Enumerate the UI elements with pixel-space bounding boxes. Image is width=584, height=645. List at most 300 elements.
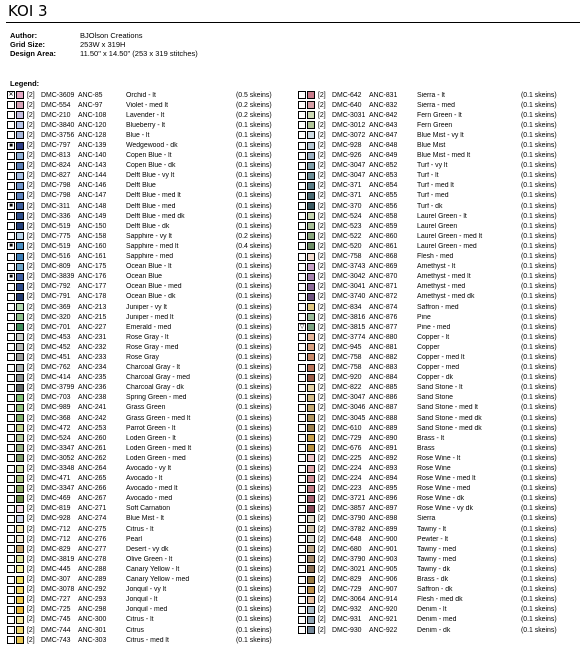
legend-row: [7, 292, 293, 302]
legend-row: [298, 474, 580, 484]
legend-row: [7, 575, 293, 585]
color-swatch: [307, 495, 315, 503]
skein-amount: (0.1 skeins): [521, 475, 557, 483]
info-value: 11.50" x 14.50" (253 x 319 stitches): [80, 49, 198, 58]
strand-count: [2]: [27, 182, 35, 190]
strand-count: [2]: [318, 303, 326, 311]
anchor-code: ANC-108: [78, 111, 107, 119]
anchor-code: ANC-293: [78, 596, 107, 604]
color-name: Rose Wine - med lt: [417, 475, 476, 483]
skein-amount: (0.1 skeins): [521, 535, 557, 543]
legend-row: [298, 161, 580, 171]
color-name: Ocean Blue - dk: [126, 293, 176, 301]
strand-count: [2]: [318, 555, 326, 563]
strand-count: [2]: [27, 515, 35, 523]
legend-row: [7, 272, 293, 282]
stitch-symbol-icon: [298, 101, 306, 109]
stitch-symbol-icon: ■: [7, 202, 15, 210]
color-name: Copen Blue - dk: [126, 162, 176, 170]
dmc-code: DMC-3052: [41, 454, 75, 462]
strand-count: [2]: [318, 283, 326, 291]
strand-count: [2]: [27, 384, 35, 392]
anchor-code: ANC-884: [369, 374, 398, 382]
dmc-code: DMC-524: [41, 434, 71, 442]
page-title: KOI 3: [8, 2, 48, 20]
anchor-code: ANC-262: [78, 454, 107, 462]
anchor-code: ANC-303: [78, 636, 107, 644]
strand-count: [2]: [27, 253, 35, 261]
info-label: Author:: [10, 31, 38, 40]
anchor-code: ANC-882: [369, 353, 398, 361]
stitch-symbol-icon: [7, 454, 15, 462]
strand-count: [2]: [318, 253, 326, 261]
color-swatch: [16, 515, 24, 523]
color-name: Rose Gray: [126, 353, 159, 361]
info-row-grid-size: [10, 40, 198, 49]
stitch-symbol-icon: [7, 414, 15, 422]
dmc-code: DMC-712: [41, 535, 71, 543]
anchor-code: ANC-275: [78, 525, 107, 533]
strand-count: [2]: [318, 565, 326, 573]
color-name: Brass - lt: [417, 434, 445, 442]
dmc-code: DMC-414: [41, 374, 71, 382]
info-label: Design Area:: [10, 49, 56, 58]
legend-row: [298, 383, 580, 393]
color-swatch: [16, 565, 24, 573]
stitch-symbol-icon: [7, 353, 15, 361]
stitch-symbol-icon: [298, 152, 306, 160]
color-name: Copen Blue - lt: [126, 152, 172, 160]
color-swatch: [307, 505, 315, 513]
color-swatch: [16, 343, 24, 351]
color-name: Turf - med: [417, 192, 449, 200]
anchor-code: ANC-890: [369, 434, 398, 442]
color-name: Blue Mist - lt: [126, 515, 164, 523]
stitch-symbol-icon: [7, 636, 15, 644]
strand-count: [2]: [27, 485, 35, 493]
color-swatch: [16, 242, 24, 250]
color-swatch: [307, 485, 315, 493]
anchor-code: ANC-178: [78, 293, 107, 301]
color-name: Sand Stone - med lt: [417, 404, 478, 412]
strand-count: [2]: [318, 374, 326, 382]
legend-row: [7, 120, 293, 130]
dmc-code: DMC-370: [332, 202, 362, 210]
color-name: Loden Green - lt: [126, 434, 176, 442]
color-swatch: [307, 434, 315, 442]
dmc-code: DMC-3799: [41, 384, 75, 392]
strand-count: [2]: [27, 91, 35, 99]
dmc-code: DMC-3816: [332, 313, 366, 321]
skein-amount: (0.1 skeins): [521, 565, 557, 573]
stitch-symbol-icon: [7, 404, 15, 412]
anchor-code: ANC-896: [369, 495, 398, 503]
stitch-symbol-icon: [298, 273, 306, 281]
skein-amount: (0.1 skeins): [236, 273, 272, 281]
skein-amount: (0.2 skeins): [236, 101, 272, 109]
dmc-code: DMC-648: [332, 535, 362, 543]
color-name: Turf - lt: [417, 172, 439, 180]
anchor-code: ANC-143: [78, 162, 107, 170]
color-swatch: [16, 111, 24, 119]
dmc-code: DMC-3072: [332, 131, 366, 139]
dmc-code: DMC-642: [332, 91, 362, 99]
anchor-code: ANC-893: [369, 465, 398, 473]
skein-amount: (0.1 skeins): [521, 465, 557, 473]
legend-row: [298, 90, 580, 100]
color-swatch: [307, 404, 315, 412]
stitch-symbol-icon: [298, 131, 306, 139]
skein-amount: (0.1 skeins): [521, 505, 557, 513]
anchor-code: ANC-897: [369, 505, 398, 513]
info-row-author: [10, 31, 198, 40]
skein-amount: (0.1 skeins): [521, 283, 557, 291]
legend-row: [7, 90, 293, 100]
stitch-symbol-icon: [298, 222, 306, 230]
anchor-code: ANC-234: [78, 364, 107, 372]
stitch-symbol-icon: [7, 323, 15, 331]
color-swatch: [16, 323, 24, 331]
stitch-symbol-icon: [7, 495, 15, 503]
color-swatch: [16, 454, 24, 462]
anchor-code: ANC-85: [78, 91, 103, 99]
dmc-code: DMC-3347: [41, 444, 75, 452]
skein-amount: (0.1 skeins): [236, 142, 272, 150]
color-swatch: [16, 172, 24, 180]
anchor-code: ANC-885: [369, 384, 398, 392]
anchor-code: ANC-887: [369, 404, 398, 412]
color-name: Canary Yellow - lt: [126, 565, 180, 573]
color-name: Citrus - med lt: [126, 636, 169, 644]
dmc-code: DMC-452: [41, 343, 71, 351]
color-name: Grass Green - med lt: [126, 414, 191, 422]
dmc-code: DMC-3042: [332, 273, 366, 281]
legend-row: [298, 504, 580, 514]
strand-count: [2]: [318, 293, 326, 301]
skein-amount: (0.1 skeins): [521, 434, 557, 442]
anchor-code: ANC-843: [369, 121, 398, 129]
anchor-code: ANC-889: [369, 424, 398, 432]
stitch-symbol-icon: [298, 535, 306, 543]
legend-row: [7, 191, 293, 201]
strand-count: [2]: [318, 91, 326, 99]
strand-count: [2]: [318, 475, 326, 483]
color-name: Parrot Green - lt: [126, 424, 176, 432]
legend-row: [298, 292, 580, 302]
legend-row: [298, 120, 580, 130]
skein-amount: (0.1 skeins): [521, 525, 557, 533]
strand-count: [2]: [27, 343, 35, 351]
anchor-code: ANC-901: [369, 545, 398, 553]
anchor-code: ANC-883: [369, 364, 398, 372]
stitch-symbol-icon: [7, 545, 15, 553]
color-name: Rose Wine - lt: [417, 454, 461, 462]
info-value: 253W x 319H: [80, 40, 126, 49]
dmc-code: DMC-824: [41, 162, 71, 170]
dmc-code: DMC-725: [41, 606, 71, 614]
color-swatch: [16, 596, 24, 604]
stitch-symbol-icon: [7, 101, 15, 109]
color-name: Flesh - med dk: [417, 596, 463, 604]
color-name: Turf - vy lt: [417, 162, 448, 170]
dmc-code: DMC-519: [41, 242, 71, 250]
stitch-symbol-icon: [7, 293, 15, 301]
anchor-code: ANC-144: [78, 172, 107, 180]
color-name: Sapphire - med lt: [126, 242, 179, 250]
color-swatch: [16, 101, 24, 109]
color-swatch: [16, 212, 24, 220]
dmc-code: DMC-610: [332, 424, 362, 432]
anchor-code: ANC-888: [369, 414, 398, 422]
skein-amount: (0.2 skeins): [236, 232, 272, 240]
stitch-symbol-icon: [7, 212, 15, 220]
strand-count: [2]: [318, 535, 326, 543]
legend-row: [298, 443, 580, 453]
dmc-code: DMC-3064: [332, 596, 366, 604]
strand-count: [2]: [318, 424, 326, 432]
dmc-code: DMC-729: [332, 434, 362, 442]
color-swatch: [307, 586, 315, 594]
anchor-code: ANC-860: [369, 232, 398, 240]
anchor-code: ANC-870: [369, 273, 398, 281]
color-swatch: [16, 394, 24, 402]
skein-amount: (0.1 skeins): [521, 414, 557, 422]
strand-count: [2]: [318, 202, 326, 210]
legend-title: Legend:: [10, 79, 40, 88]
legend-row: [7, 383, 293, 393]
anchor-code: ANC-278: [78, 555, 107, 563]
dmc-code: DMC-471: [41, 475, 71, 483]
stitch-symbol-icon: [298, 404, 306, 412]
legend-row: [298, 494, 580, 504]
dmc-code: DMC-371: [332, 182, 362, 190]
dmc-code: DMC-928: [41, 515, 71, 523]
anchor-code: ANC-852: [369, 162, 398, 170]
color-swatch: [16, 202, 24, 210]
color-swatch: [16, 606, 24, 614]
dmc-code: DMC-453: [41, 333, 71, 341]
legend-row: [7, 524, 293, 534]
anchor-code: ANC-260: [78, 434, 107, 442]
strand-count: [2]: [27, 353, 35, 361]
strand-count: [2]: [318, 394, 326, 402]
skein-amount: (0.1 skeins): [521, 515, 557, 523]
strand-count: [2]: [27, 303, 35, 311]
color-swatch: [307, 596, 315, 604]
legend-row: [298, 554, 580, 564]
dmc-code: DMC-989: [41, 404, 71, 412]
dmc-code: DMC-3041: [332, 283, 366, 291]
dmc-code: DMC-3840: [41, 121, 75, 129]
strand-count: [2]: [318, 212, 326, 220]
strand-count: [2]: [27, 142, 35, 150]
strand-count: [2]: [27, 242, 35, 250]
legend-row: [7, 302, 293, 312]
color-name: Blue Mist: [417, 142, 446, 150]
color-swatch: [16, 434, 24, 442]
skein-amount: (0.1 skeins): [236, 364, 272, 372]
dmc-code: DMC-3782: [332, 525, 366, 533]
color-name: Denim - dk: [417, 626, 451, 634]
color-name: Tawny - med: [417, 555, 457, 563]
legend-row: [7, 322, 293, 332]
legend-row: [7, 423, 293, 433]
legend-row: [298, 342, 580, 352]
strand-count: [2]: [27, 232, 35, 240]
skein-amount: (0.1 skeins): [521, 323, 557, 331]
skein-amount: (0.1 skeins): [521, 424, 557, 432]
skein-amount: (0.1 skeins): [521, 303, 557, 311]
dmc-code: DMC-554: [41, 101, 71, 109]
anchor-code: ANC-861: [369, 242, 398, 250]
dmc-code: DMC-712: [41, 525, 71, 533]
strand-count: [2]: [318, 404, 326, 412]
anchor-code: ANC-227: [78, 323, 107, 331]
legend-row: [298, 262, 580, 272]
color-name: Ocean Blue - med: [126, 283, 182, 291]
stitch-symbol-icon: [298, 586, 306, 594]
strand-count: [2]: [27, 616, 35, 624]
legend-row: [298, 403, 580, 413]
legend-row: [298, 171, 580, 181]
stitch-symbol-icon: [7, 565, 15, 573]
color-swatch: [16, 616, 24, 624]
stitch-symbol-icon: [298, 253, 306, 261]
skein-amount: (0.1 skeins): [236, 152, 272, 160]
strand-count: [2]: [318, 606, 326, 614]
color-swatch: [307, 444, 315, 452]
anchor-code: ANC-842: [369, 111, 398, 119]
skein-amount: (0.1 skeins): [236, 212, 272, 220]
legend-row: [7, 363, 293, 373]
color-name: Flesh - med: [417, 253, 454, 261]
legend-row: [298, 575, 580, 585]
strand-count: [2]: [27, 131, 35, 139]
strand-count: [2]: [318, 515, 326, 523]
stitch-symbol-icon: [298, 616, 306, 624]
color-swatch: [16, 182, 24, 190]
color-swatch: [16, 162, 24, 170]
legend-row: [298, 564, 580, 574]
color-name: Amethyst - med lt: [417, 273, 471, 281]
dmc-code: DMC-524: [332, 212, 362, 220]
strand-count: [2]: [318, 313, 326, 321]
anchor-code: ANC-271: [78, 505, 107, 513]
skein-amount: (0.1 skeins): [236, 576, 272, 584]
strand-count: [2]: [27, 454, 35, 462]
stitch-symbol-icon: [298, 565, 306, 573]
skein-amount: (0.1 skeins): [521, 91, 557, 99]
color-swatch: [307, 384, 315, 392]
legend-row: [7, 282, 293, 292]
stitch-symbol-icon: [298, 364, 306, 372]
skein-amount: (0.1 skeins): [236, 525, 272, 533]
color-swatch: [307, 525, 315, 533]
legend-row: [7, 241, 293, 251]
color-name: Avocado - med lt: [126, 485, 178, 493]
color-swatch: [16, 253, 24, 261]
anchor-code: ANC-903: [369, 555, 398, 563]
stitch-symbol-icon: [298, 111, 306, 119]
skein-amount: (0.4 skeins): [236, 242, 272, 250]
color-name: Loden Green - med: [126, 454, 186, 462]
stitch-symbol-icon: [298, 505, 306, 513]
color-name: Laurel Green: [417, 222, 458, 230]
color-swatch: [307, 545, 315, 553]
dmc-code: DMC-827: [41, 172, 71, 180]
stitch-symbol-icon: [7, 121, 15, 129]
color-swatch: [16, 384, 24, 392]
anchor-code: ANC-236: [78, 384, 107, 392]
color-swatch: [307, 424, 315, 432]
legend-row: [298, 463, 580, 473]
color-name: Sand Stone - lt: [417, 384, 463, 392]
stitch-symbol-icon: [7, 515, 15, 523]
title-divider: [6, 22, 580, 23]
dmc-code: DMC-520: [332, 242, 362, 250]
color-name: Ocean Blue - lt: [126, 263, 172, 271]
skein-amount: (0.1 skeins): [521, 212, 557, 220]
legend-row: [298, 272, 580, 282]
color-name: Jonquil - vy lt: [126, 586, 167, 594]
color-swatch: [307, 515, 315, 523]
legend-row: [7, 554, 293, 564]
stitch-symbol-icon: [7, 535, 15, 543]
legend-row: [7, 342, 293, 352]
dmc-code: DMC-3790: [332, 555, 366, 563]
stitch-symbol-icon: [7, 424, 15, 432]
anchor-code: ANC-853: [369, 172, 398, 180]
strand-count: [2]: [27, 596, 35, 604]
anchor-code: ANC-120: [78, 121, 107, 129]
color-name: Citrus - lt: [126, 525, 154, 533]
color-swatch: [16, 273, 24, 281]
color-name: Copper - lt: [417, 333, 450, 341]
strand-count: [2]: [27, 323, 35, 331]
strand-count: [2]: [27, 202, 35, 210]
anchor-code: ANC-232: [78, 343, 107, 351]
dmc-code: DMC-3047: [332, 162, 366, 170]
stitch-symbol-icon: [7, 465, 15, 473]
stitch-symbol-icon: [7, 626, 15, 634]
stitch-symbol-icon: [298, 343, 306, 351]
color-name: Turf - med lt: [417, 182, 454, 190]
strand-count: [2]: [318, 454, 326, 462]
strand-count: [2]: [27, 414, 35, 422]
strand-count: [2]: [318, 343, 326, 351]
anchor-code: ANC-858: [369, 212, 398, 220]
legend-row: [7, 494, 293, 504]
anchor-code: ANC-253: [78, 424, 107, 432]
strand-count: [2]: [27, 444, 35, 452]
legend-row: [298, 373, 580, 383]
anchor-code: ANC-914: [369, 596, 398, 604]
color-swatch: [16, 91, 24, 99]
info-label: Grid Size:: [10, 40, 46, 49]
dmc-code: DMC-3347: [41, 485, 75, 493]
legend-row: [7, 514, 293, 524]
dmc-code: DMC-3021: [332, 565, 366, 573]
anchor-code: ANC-899: [369, 525, 398, 533]
color-name: Rose Wine - dk: [417, 495, 465, 503]
color-swatch: [16, 424, 24, 432]
color-swatch: [307, 364, 315, 372]
color-name: Avocado - vy lt: [126, 465, 172, 473]
dmc-code: DMC-3047: [332, 394, 366, 402]
skein-amount: (0.1 skeins): [236, 131, 272, 139]
skein-amount: (0.1 skeins): [521, 242, 557, 250]
skein-amount: (0.1 skeins): [236, 454, 272, 462]
